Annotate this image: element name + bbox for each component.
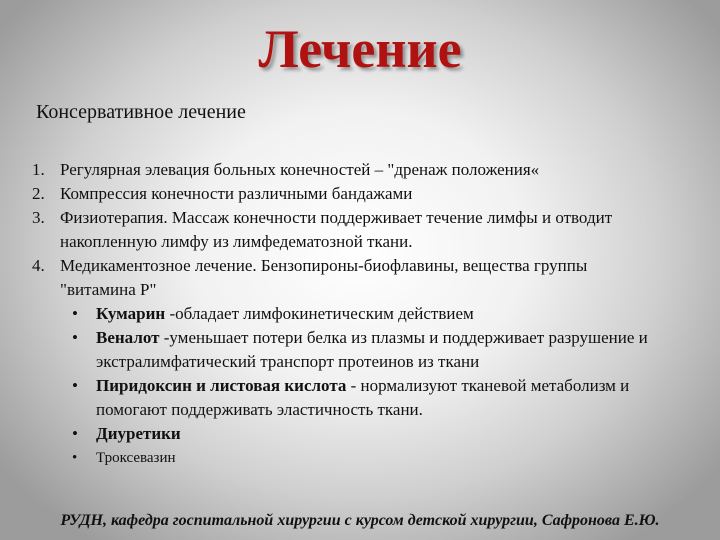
list-item xyxy=(32,206,662,254)
slide-content xyxy=(32,158,662,470)
list-text: Компрессия конечности различными бандажами xyxy=(60,184,413,203)
list-number: 2. xyxy=(32,184,45,203)
sub-list-item xyxy=(32,422,662,446)
bullet-icon: • xyxy=(72,450,78,466)
drug-description: Троксевазин xyxy=(96,450,176,466)
list-item xyxy=(32,182,662,206)
drug-name: Диуретики xyxy=(96,424,181,443)
slide-title: Лечение xyxy=(258,19,462,79)
sub-list-item xyxy=(32,446,662,470)
list-text: Регулярная элевация больных конечностей – "дренаж положения« xyxy=(60,160,540,179)
drug-name: Веналот xyxy=(96,328,164,347)
drug-description: - нормализуют тканевой метаболизм и помогают поддерживать эластичность ткани. xyxy=(96,376,630,419)
drug-name: Пиридоксин и листовая кислота xyxy=(96,376,347,395)
sub-list-item xyxy=(32,302,662,326)
sub-list-item xyxy=(32,374,662,422)
slide-subtitle: Консервативное лечение xyxy=(36,101,246,123)
list-text: Медикаментозное лечение. Бензопироны-биофлавины, вещества группы "витамина Р" xyxy=(60,256,588,299)
list-number: 1. xyxy=(32,160,45,179)
drug-name: Кумарин xyxy=(96,304,170,323)
sub-list-item xyxy=(32,326,662,374)
drug-description: -обладает лимфокинетическим действием xyxy=(169,304,474,323)
list-number: 3. xyxy=(32,208,45,227)
bullet-icon: • xyxy=(72,304,78,323)
list-item xyxy=(32,158,662,182)
bullet-icon: • xyxy=(72,328,78,347)
bullet-icon: • xyxy=(72,424,78,443)
drug-description: -уменьшает потери белка из плазмы и поддерживает разрушение и экстралимфатический транспорт протеинов из ткани xyxy=(96,328,648,371)
list-text: Физиотерапия. Массаж конечности поддерживает течение лимфы и отводит накопленную лимфу из лимфедематозной ткани. xyxy=(60,208,613,251)
list-number: 4. xyxy=(32,256,45,275)
bullet-icon: • xyxy=(72,376,78,395)
slide-footer: РУДН, кафедра госпитальной хирургии с курсом детской хирургии, Сафронова Е.Ю. xyxy=(60,512,660,529)
list-item xyxy=(32,254,662,302)
